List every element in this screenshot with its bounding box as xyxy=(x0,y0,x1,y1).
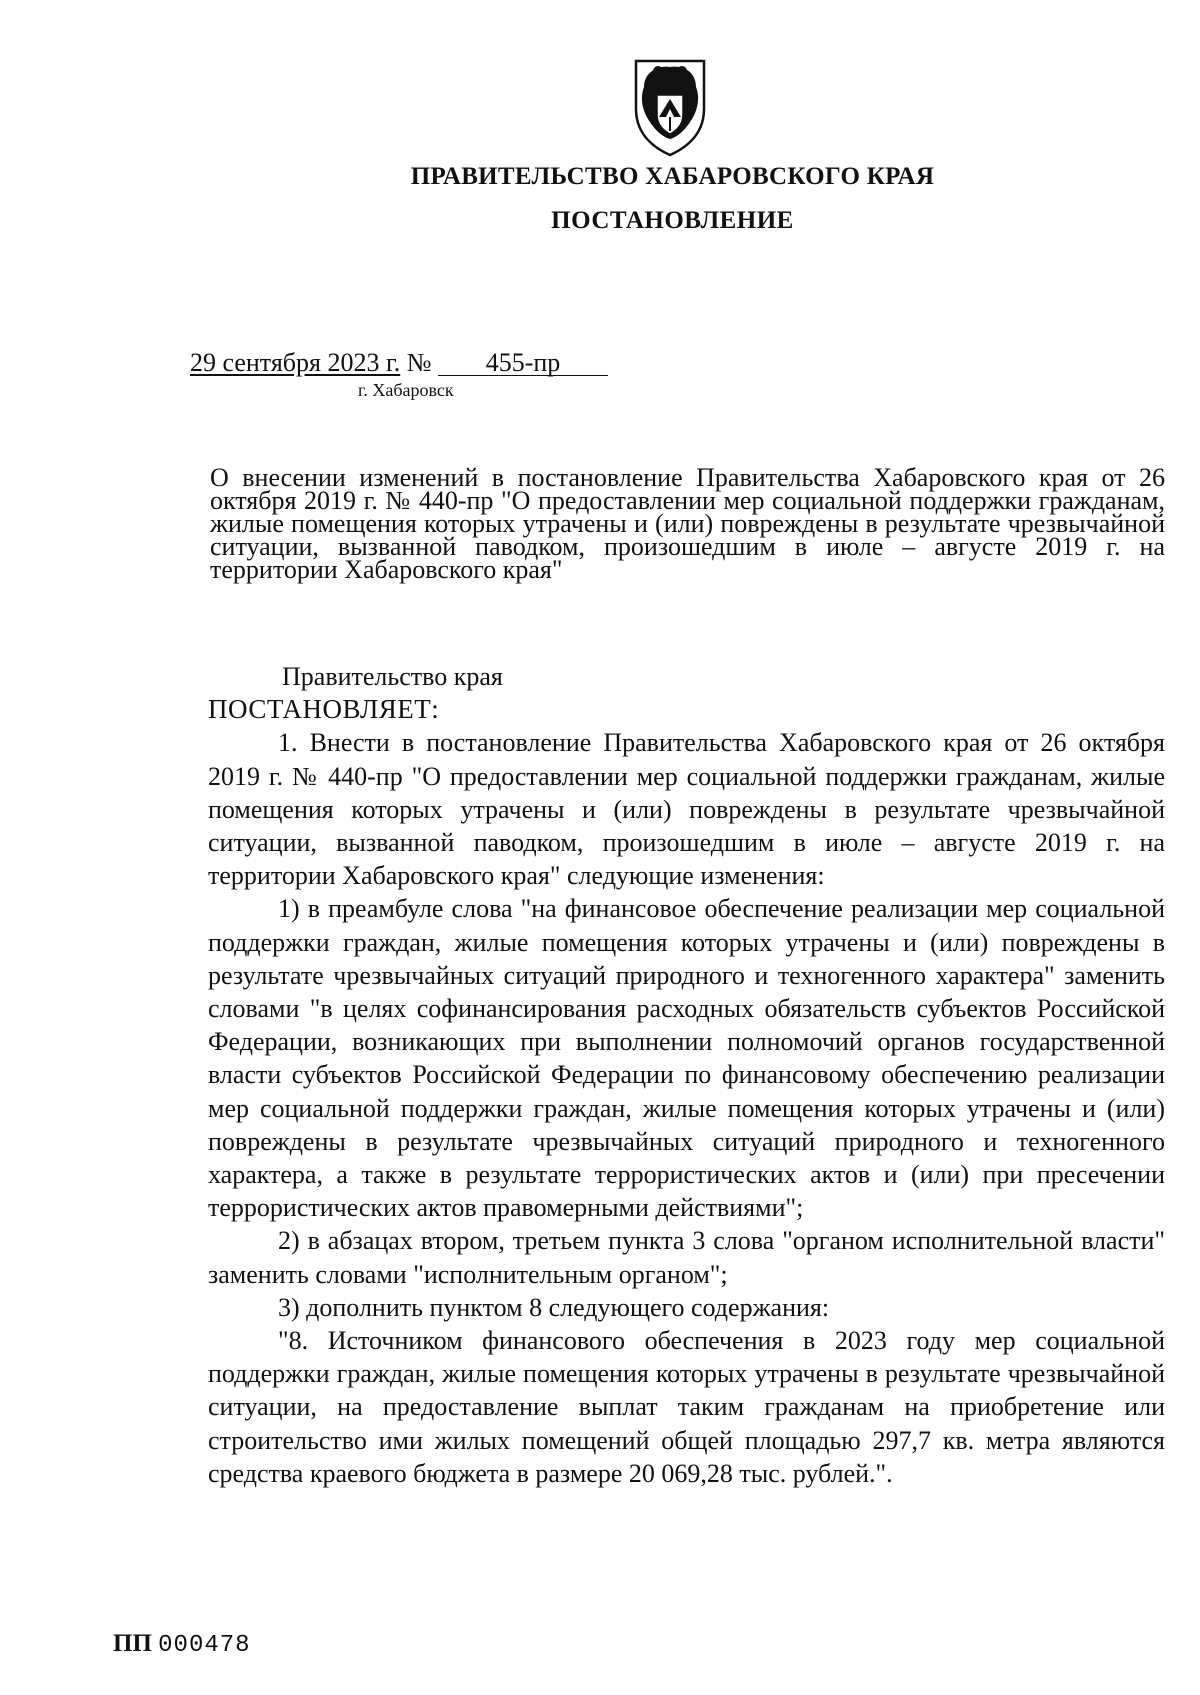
document-city: г. Хабаровск xyxy=(358,380,454,400)
resolve-heading: ПОСТАНОВЛЯЕТ: xyxy=(208,694,440,725)
sub-item-2: 2) в абзацах втором, третьем пункта 3 слова "органом исполнительной власти" заменить словами "исполнительным органом"; xyxy=(208,1226,1165,1289)
coat-of-arms-emblem xyxy=(630,57,710,157)
document-body xyxy=(208,660,1165,1490)
sub-item-1: 1) в преамбуле слова "на финансовое обеспечение реализации мер социальной поддержки граждан, жилые помещения которых утрачены и (или) повреждены в результате чрезвычайных ситуаций природного и техногенного характера" заменить словами "в целях софинансирования расходных обязательств субъектов Российской Федерации, возникающих при выполнении полномочий органов государственной власти субъектов Российской Федерации по финансовому обеспечению реализации мер социальной поддержки граждан, жилые помещения которых утрачены и (или) повреждены в результате чрезвычайных ситуаций природного и техногенного характера, а также в результате террористических актов и (или) при пресечении террористических актов правомерными действиями"; xyxy=(208,894,1165,1223)
government-title: ПРАВИТЕЛЬСТВО ХАБАРОВСКОГО КРАЯ xyxy=(410,163,935,190)
form-code-number: 000478 xyxy=(158,1632,251,1659)
preamble: Правительство края xyxy=(282,662,503,691)
document-number-field xyxy=(438,348,608,377)
date-number-line xyxy=(190,348,608,378)
sub-item-3: 3) дополнить пунктом 8 следующего содержания: xyxy=(278,1292,830,1322)
coat-of-arms-icon xyxy=(630,57,710,157)
document-type: ПОСТАНОВЛЕНИЕ xyxy=(551,207,794,234)
document-subject: О внесении изменений в постановление Правительства Хабаровского края от 26 октября 2019 г. № 440-пр "О предоставлении мер социальной поддержки гражданам, жилые помещения которых утрачены и (или) повреждены в результате чрезвычайной ситуации, вызванной паводком, произошедшим в июле – августе 2019 г. на территории Хабаровского края" xyxy=(210,463,1165,584)
form-code xyxy=(113,1630,251,1659)
number-sign: № xyxy=(406,348,432,377)
item-1: 1. Внести в постановление Правительства Хабаровского края от 26 октября 2019 г. № 440-пр "О предоставлении мер социальной поддержки гражданам, жилые помещения которых утрачены и (или) повреждены в результате чрезвычайной ситуации, вызванной паводком, произошедшим в июле – августе 2019 г. на территории Хабаровского края" следующие изменения: xyxy=(208,728,1165,891)
document-number: 455-пр xyxy=(485,348,561,377)
document-date: 29 сентября 2023 г. xyxy=(190,348,401,377)
form-code-prefix: ПП xyxy=(113,1630,152,1657)
point-8-text: "8. Источником финансового обеспечения в 2023 году мер социальной поддержки граждан, жилые помещения которых утрачены в результате чрезвычайной ситуации, на предоставление выплат таким гражданам на приобретение или строительство ими жилых помещений общей площадью 297,7 кв. метра являются средства краевого бюджета в размере 20 069,28 тыс. рублей.". xyxy=(208,1326,1165,1488)
